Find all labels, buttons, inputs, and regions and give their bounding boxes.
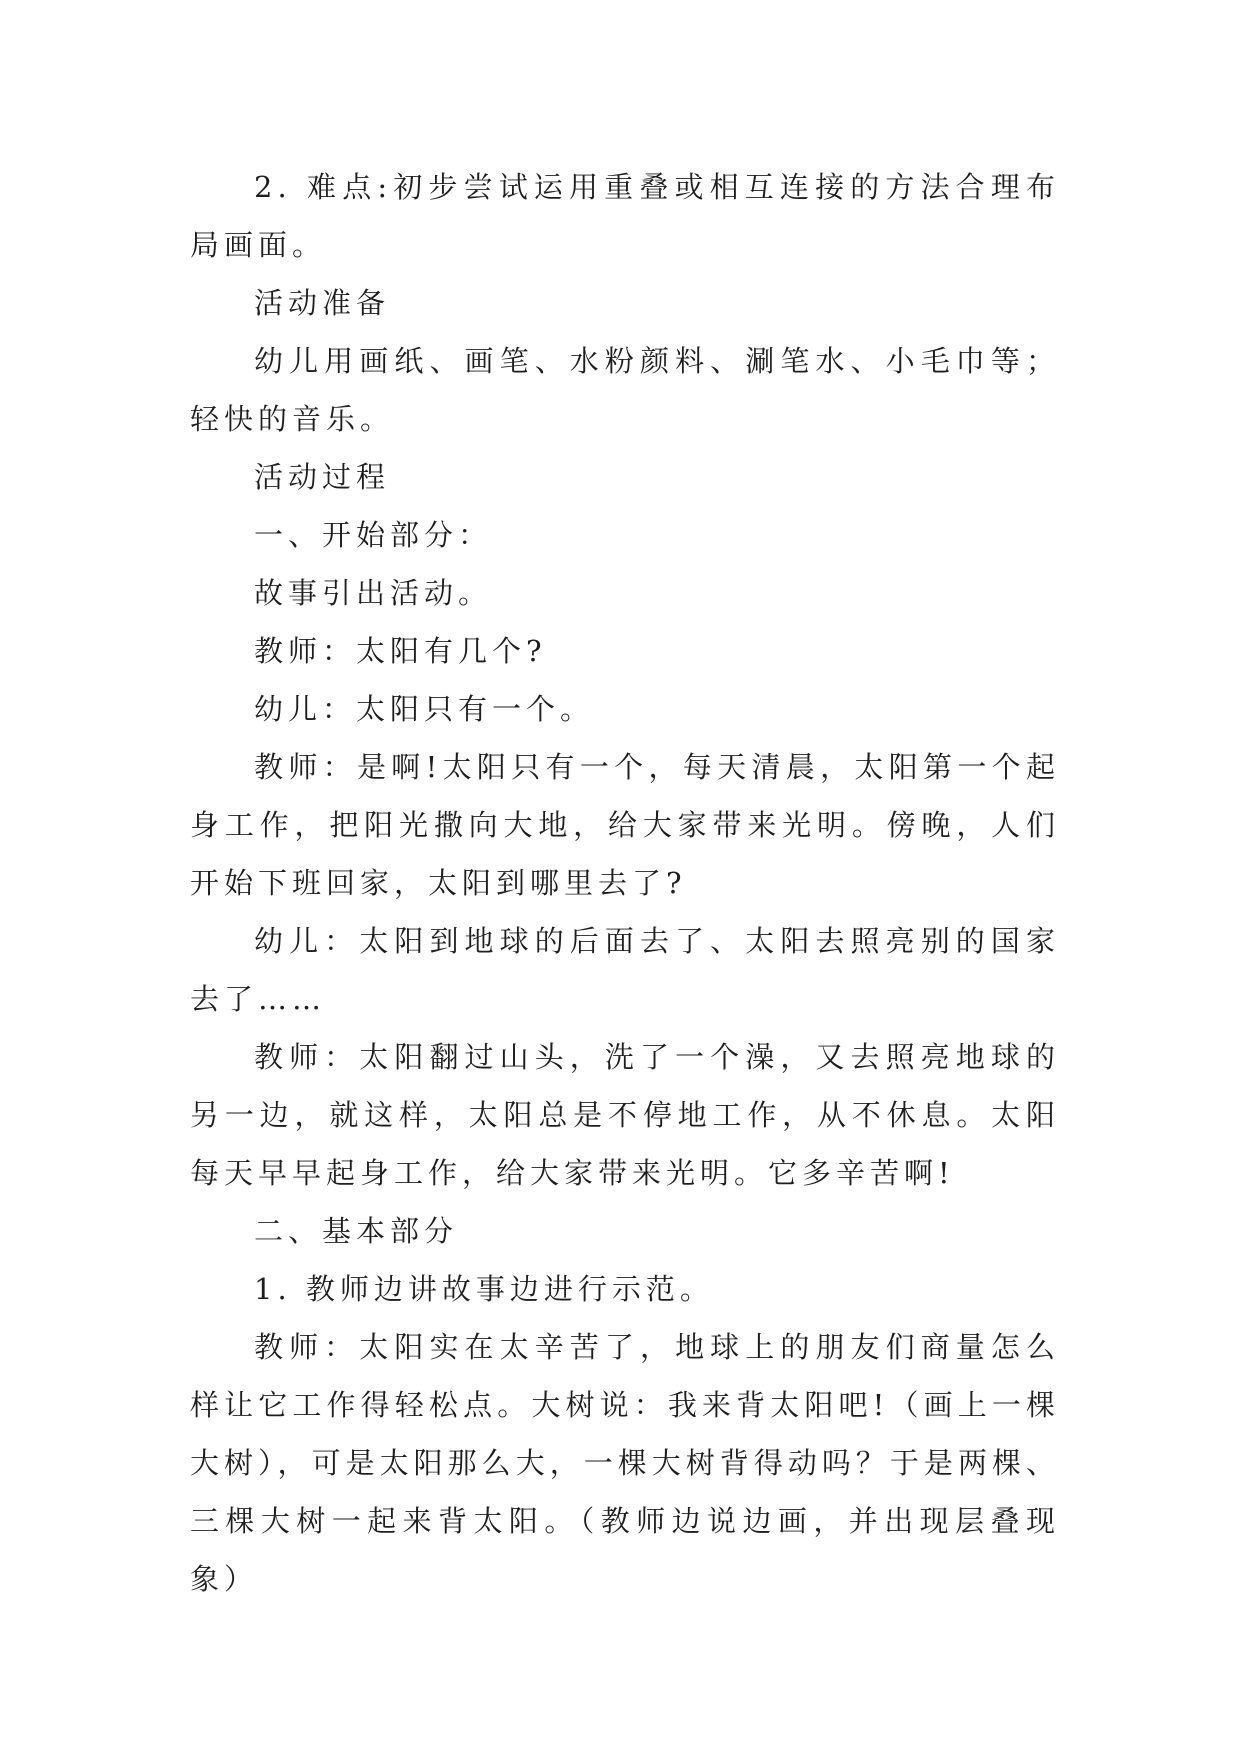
paragraph-materials: 幼儿用画纸、画笔、水粉颜料、涮笔水、小毛巾等；轻快的音乐。 — [190, 344, 1060, 436]
dialogue-teacher-3: 教师：太阳翻过山头，洗了一个澡，又去照亮地球的另一边，就这样，太阳总是不停地工作，从不休息。太阳每天早早起身工作，给大家带来光明。它多辛苦啊! — [190, 1040, 1060, 1190]
paragraph-demo-step: 1. 教师边讲故事边进行示范。 — [254, 1272, 714, 1306]
dialogue-child-1: 幼儿：太阳只有一个。 — [254, 692, 595, 726]
dialogue-teacher-2: 教师：是啊!太阳只有一个，每天清晨，太阳第一个起身工作，把阳光撒向大地，给大家带来光明。傍晚，人们开始下班回家，太阳到哪里去了? — [190, 750, 1060, 900]
dialogue-child-2: 幼儿：太阳到地球的后面去了、太阳去照亮别的国家去了…… — [190, 924, 1060, 1016]
dialogue-teacher-4: 教师：太阳实在太辛苦了，地球上的朋友们商量怎么样让它工作得轻松点。大树说：我来背太阳吧!（画上一棵大树），可是太阳那么大，一棵大树背得动吗？于是两棵、三棵大树一起来背太阳。（教师边说边画，并出现层叠现象） — [190, 1330, 1060, 1596]
heading-part-one: 一、开始部分： — [254, 518, 493, 552]
dialogue-teacher-1: 教师：太阳有几个? — [254, 634, 547, 668]
heading-activity-process: 活动过程 — [254, 460, 391, 494]
paragraph-story-intro: 故事引出活动。 — [254, 576, 493, 610]
paragraph-difficulty: 2. 难点:初步尝试运用重叠或相互连接的方法合理布局画面。 — [190, 170, 1060, 262]
document-body — [190, 158, 1060, 1608]
heading-activity-preparation: 活动准备 — [254, 286, 391, 320]
heading-part-two: 二、基本部分 — [254, 1214, 459, 1248]
